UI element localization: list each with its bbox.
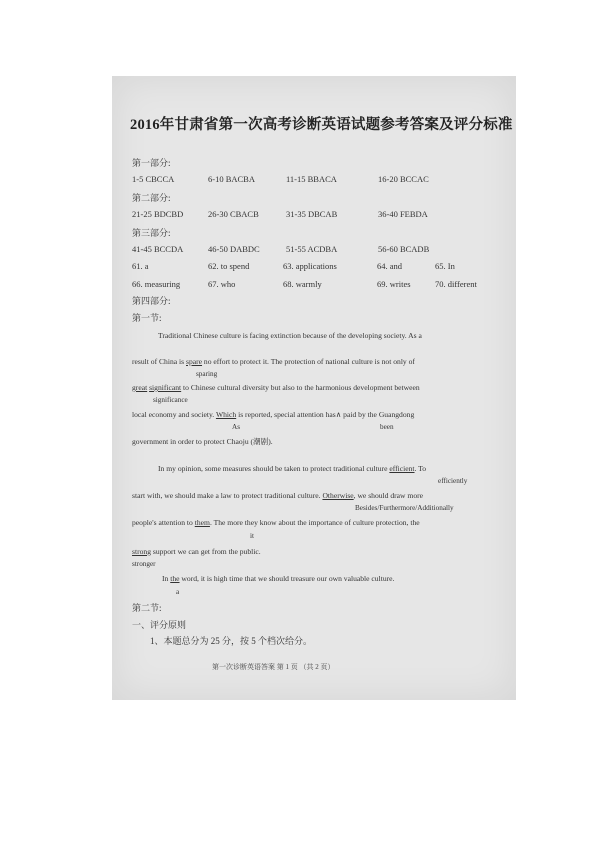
correction: it	[250, 532, 254, 540]
essay-line: government in order to protect Chaoju (潮剧).	[132, 437, 273, 446]
answer-group: 56-60 BCADB	[378, 244, 430, 254]
fill-answer: 66. measuring	[132, 279, 181, 289]
fill-answer: 61. a	[132, 261, 149, 271]
part2-heading: 第二部分:	[132, 193, 171, 203]
correction: sparing	[196, 370, 218, 378]
essay-line: local economy and society. Which is reported, special attention has∧ paid by the Guangdong	[132, 410, 415, 419]
essay-line: Traditional Chinese culture is facing extinction because of the developing society. As a	[158, 331, 422, 340]
part4-heading: 第四部分:	[132, 296, 171, 306]
section1-heading: 第一节:	[132, 313, 162, 323]
fill-answer: 65. In	[435, 261, 455, 271]
error-word: efficient	[389, 464, 415, 473]
answer-group: 51-55 ACDBA	[286, 244, 338, 254]
answer-group: 31-35 DBCAB	[286, 209, 338, 219]
essay-line: In the word, it is high time that we should treasure our own valuable culture.	[162, 574, 395, 583]
correction: a	[176, 588, 180, 596]
answer-group: 26-30 CBACB	[208, 209, 259, 219]
answer-group: 16-20 BCCAC	[378, 174, 429, 184]
essay-line: result of China is spare no effort to protect it. The protection of national culture is not only of	[132, 357, 415, 366]
page-footer: 第一次诊断英语答案 第 1 页 （共 2 页）	[212, 663, 335, 671]
essay-line: great significant to Chinese cultural diversity but also to the harmonious development between	[132, 383, 420, 392]
document-title: 2016年甘肃省第一次高考诊断英语试题参考答案及评分标准	[130, 117, 513, 133]
correction: been	[380, 423, 394, 431]
answer-group: 46-50 DABDC	[208, 244, 260, 254]
correction: significance	[153, 396, 188, 404]
error-word: strong	[132, 547, 151, 556]
fill-answer: 63. applications	[283, 261, 337, 271]
error-word: Otherwise	[322, 491, 354, 500]
correction: efficiently	[438, 477, 468, 485]
essay-line: strong support we can get from the public.	[132, 547, 261, 556]
answer-group: 1-5 CBCCA	[132, 174, 175, 184]
part1-heading: 第一部分:	[132, 158, 171, 168]
rule-item: 1、本题总分为 25 分，按 5 个档次给分。	[150, 636, 313, 646]
answer-group: 36-40 FEBDA	[378, 209, 428, 219]
fill-answer: 68. warmly	[283, 279, 322, 289]
fill-answer: 64. and	[377, 261, 403, 271]
essay-line: people's attention to them. The more they know about the importance of culture protection, the	[132, 518, 420, 527]
fill-answer: 69. writes	[377, 279, 411, 289]
correction: stronger	[132, 560, 156, 568]
answer-group: 6-10 BACBA	[208, 174, 255, 184]
fill-answer: 70. different	[435, 279, 477, 289]
answer-group: 41-45 BCCDA	[132, 244, 184, 254]
part3-heading: 第三部分:	[132, 228, 171, 238]
essay-line: start with, we should make a law to protect traditional culture. Otherwise, we should draw more	[132, 491, 424, 500]
section2-heading: 第二节:	[132, 603, 162, 613]
error-word: spare	[186, 357, 203, 366]
essay-line: In my opinion, some measures should be taken to protect traditional culture efficient. To	[158, 464, 427, 473]
error-word: the	[170, 574, 180, 583]
answer-group: 21-25 BDCBD	[132, 209, 184, 219]
rules-heading: 一、评分原则	[132, 620, 187, 630]
error-word: them	[194, 518, 210, 527]
error-word: Which	[215, 410, 237, 419]
error-word: great	[132, 383, 148, 392]
correction: Besides/Furthermore/Additionally	[355, 504, 454, 512]
fill-answer: 62. to spend	[208, 261, 250, 271]
error-word: significant	[149, 383, 182, 392]
fill-answer: 67. who	[208, 279, 236, 289]
answer-group: 11-15 BBACA	[286, 174, 337, 184]
correction: As	[232, 423, 240, 431]
